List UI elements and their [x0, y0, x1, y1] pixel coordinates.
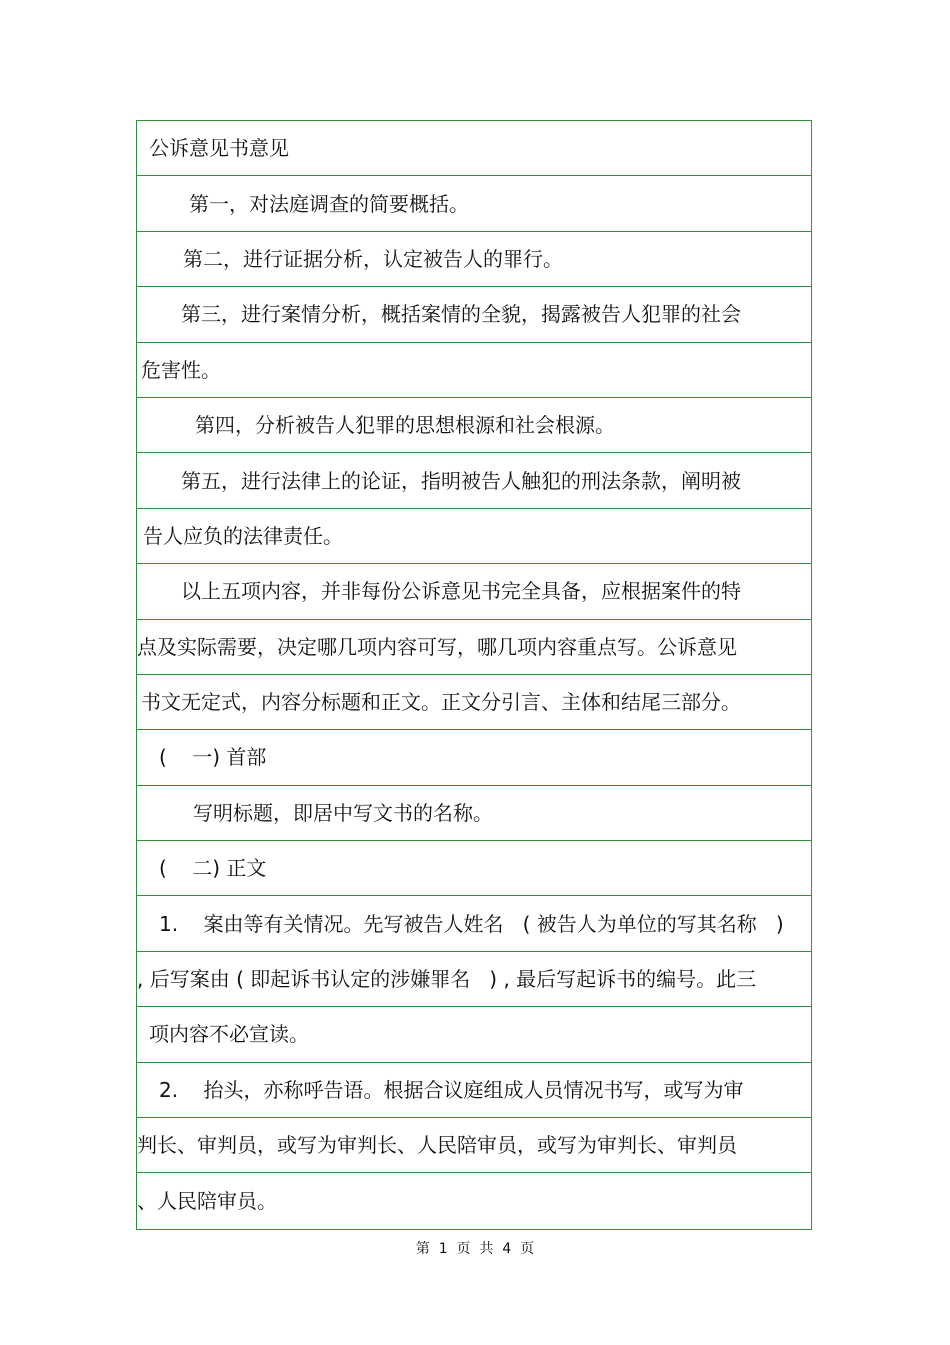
text-row [137, 1173, 811, 1228]
text-line: 书文无定式，内容分标题和正文。正文分引言、主体和结尾三部分。 [141, 690, 741, 715]
page-indicator: 第 1 页 共 4 页 [415, 1241, 535, 1257]
document-table [136, 120, 812, 1230]
text-row [137, 287, 811, 342]
text-line: 第一，对法庭调查的简要概括。 [189, 191, 469, 216]
text-line: 、人民陪审员。 [137, 1189, 277, 1214]
title-row [137, 121, 811, 176]
text-line: 第五，进行法律上的论证，指明被告人触犯的刑法条款，阐明被 [181, 468, 741, 493]
text-row [137, 453, 811, 508]
section-heading-row [137, 730, 811, 785]
text-row [137, 1007, 811, 1062]
section-heading: ( 二) 正文 [159, 856, 267, 881]
text-line: 第二，进行证据分析，认定被告人的罪行。 [183, 246, 563, 271]
text-line: 写明标题，即居中写文书的名称。 [193, 800, 493, 825]
text-line: 以上五项内容，并非每份公诉意见书完全具备，应根据案件的特 [181, 579, 741, 604]
text-row [137, 564, 811, 619]
section-heading: ( 一) 首部 [159, 745, 267, 770]
text-row [137, 1063, 811, 1118]
text-line: 告人应负的法律责任。 [143, 523, 343, 548]
text-row [137, 509, 811, 564]
document-title: 公诉意见书意见 [149, 136, 289, 161]
text-row [137, 343, 811, 398]
text-row [137, 786, 811, 841]
text-line: 第三，进行案情分析，概括案情的全貌，揭露被告人犯罪的社会 [181, 302, 741, 327]
text-row [137, 620, 811, 675]
text-row [137, 952, 811, 1007]
text-line: 第四，分析被告人犯罪的思想根源和社会根源。 [195, 413, 615, 438]
text-row [137, 675, 811, 730]
text-row [137, 176, 811, 231]
section-heading-row [137, 841, 811, 896]
text-row [137, 1118, 811, 1173]
text-line: 判长、审判员，或写为审判长、人民陪审员，或写为审判长、审判员 [137, 1133, 737, 1158]
text-row [137, 398, 811, 453]
text-row [137, 232, 811, 287]
text-line: 项内容不必宣读。 [149, 1022, 309, 1047]
text-row [137, 896, 811, 951]
text-line: 点及实际需要，决定哪几项内容可写，哪几项内容重点写。公诉意见 [137, 634, 737, 659]
text-line: , 后写案由 ( 即起诉书认定的涉嫌罪名 ) , 最后写起诉书的编号。此三 [137, 967, 757, 992]
text-line: 1. 案由等有关情况。先写被告人姓名 ( 被告人为单位的写其名称 ) [159, 911, 784, 936]
text-line: 危害性。 [141, 357, 221, 382]
text-line: 2. 抬头，亦称呼告语。根据合议庭组成人员情况书写，或写为审 [159, 1077, 744, 1102]
